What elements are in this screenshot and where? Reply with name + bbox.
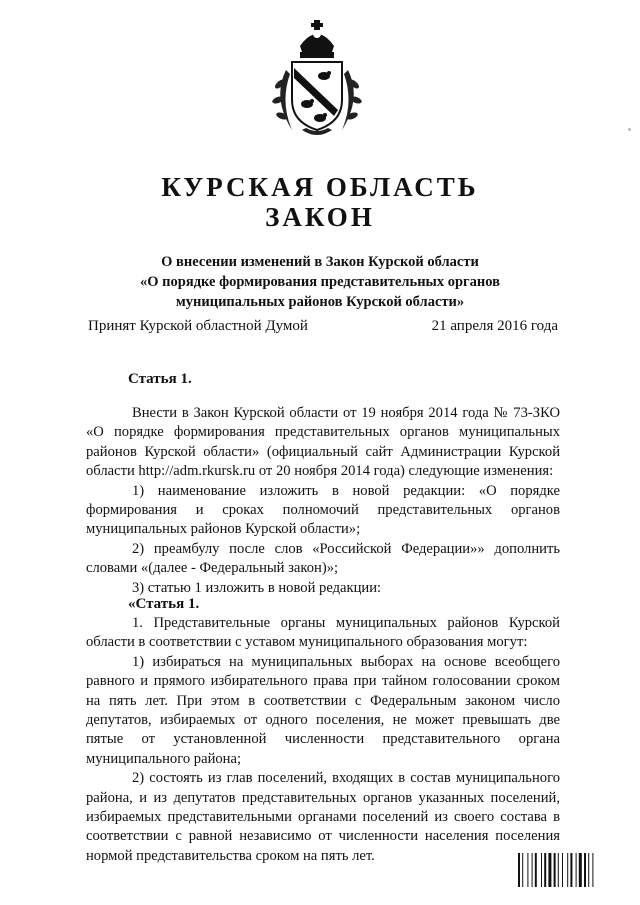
adoption-date: 21 апреля 2016 года xyxy=(431,318,558,334)
region-name: КУРСКАЯ ОБЛАСТЬ xyxy=(161,172,479,202)
law-subject xyxy=(0,252,640,312)
adopted-by: Принят Курской областной Думой xyxy=(88,318,308,334)
document-type: ЗАКОН xyxy=(265,202,375,232)
paragraph: 2) преамбулу после слов «Российской Федерации»» дополнить словами «(далее - Федеральный закон)»; xyxy=(86,540,560,577)
barcode-icon xyxy=(518,853,608,887)
coat-of-arms-emblem xyxy=(262,18,372,140)
quoted-article-body xyxy=(86,614,560,866)
paragraph: 1) наименование изложить в новой редакции: «О порядке формирования и сроках полномочий представительных органов муниципальных районов Курской области»; xyxy=(86,482,560,538)
subject-line: О внесении изменений в Закон Курской области xyxy=(161,254,479,270)
paragraph: 3) статью 1 изложить в новой редакции: xyxy=(132,579,382,596)
subject-line: «О порядке формирования представительных органов xyxy=(140,274,500,290)
paragraph: 2) состоять из глав поселений, входящих в состав муниципального района, и из депутатов представительных органов указанных поселений, избираемых представительными органами поселений из своего состава в соответствии с равной независимо от численности населения поселения нормой представительства сроком на пять лет. xyxy=(86,770,560,864)
article-title: Статья 1. xyxy=(128,371,192,387)
quoted-article-title: «Статья 1. xyxy=(128,596,200,612)
paragraph: 1) избираться на муниципальных выборах на основе всеобщего равного и прямого избирательного права при тайном голосовании сроком на пять лет. При этом в соответствии с Федеральным законом число депутатов, избираемых от одного поселения, не может превышать две пятые от установленной численности представительного органа муниципального района; xyxy=(86,653,560,767)
paragraph: Внести в Закон Курской области от 19 ноября 2014 года № 73-ЗКО «О порядке формирования представительных органов муниципальных районов Курской области» (официальный сайт Администрации Курской области http://adm.rkursk.ru от 20 ноября 2014 года) следующие изменения: xyxy=(86,405,560,480)
paragraph: 1. Представительные органы муниципальных районов Курской области в соответствии с уставом муниципального образования могут: xyxy=(86,615,560,651)
subject-line: муниципальных районов Курской области» xyxy=(175,294,465,310)
article-body xyxy=(86,404,560,598)
scan-speck xyxy=(628,128,631,131)
adoption-line xyxy=(88,318,558,335)
